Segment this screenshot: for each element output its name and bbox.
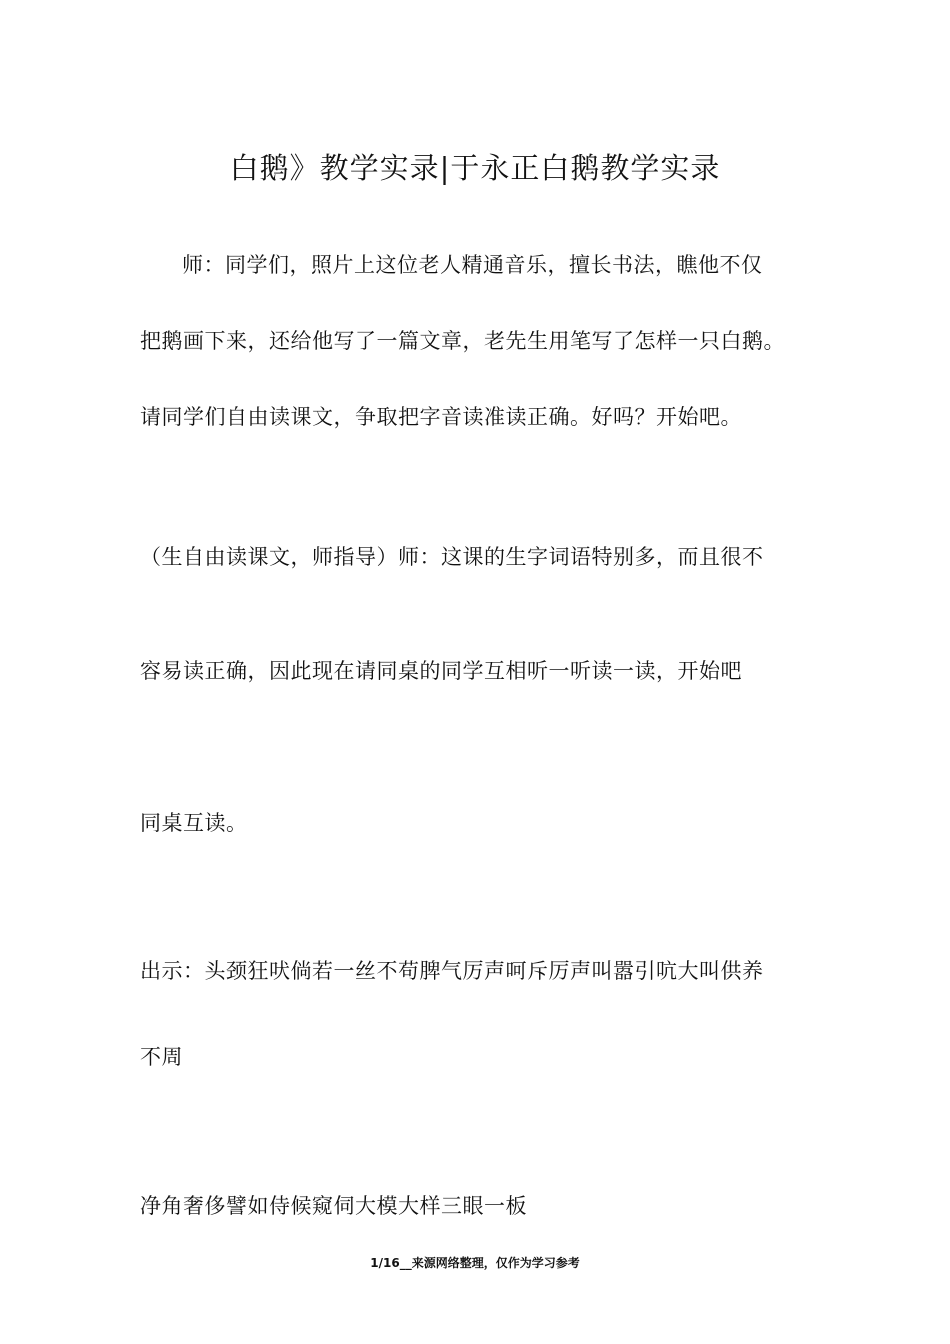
paragraph-line-3: 请同学们自由读课文，争取把字音读准读正确。好吗？开始吧。: [140, 405, 742, 429]
paragraph-line-2: 把鹅画下来，还给他写了一篇文章，老先生用笔写了怎样一只白鹅。: [140, 329, 785, 353]
paragraph-line-6: 同桌互读。: [140, 811, 248, 835]
paragraph-line-8: 不周: [140, 1045, 183, 1069]
document-title: 白鹅》教学实录|于永正白鹅教学实录: [229, 151, 721, 185]
paragraph-line-5: 容易读正确，因此现在请同桌的同学互相听一听读一读，开始吧: [140, 659, 742, 683]
paragraph-line-1: 师：同学们，照片上这位老人精通音乐，擅长书法，瞧他不仅: [182, 253, 763, 277]
paragraph-line-7: 出示：头颈狂吠倘若一丝不苟脾气厉声呵斥厉声叫嚣引吭大叫供养: [140, 959, 764, 983]
page-footer: 1/16__来源网络整理，仅作为学习参考: [370, 1256, 580, 1270]
paragraph-line-9: 净角奢侈譬如侍候窥伺大模大样三眼一板: [140, 1194, 527, 1218]
paragraph-line-4: （生自由读课文，师指导）师：这课的生字词语特别多，而且很不: [140, 545, 764, 569]
